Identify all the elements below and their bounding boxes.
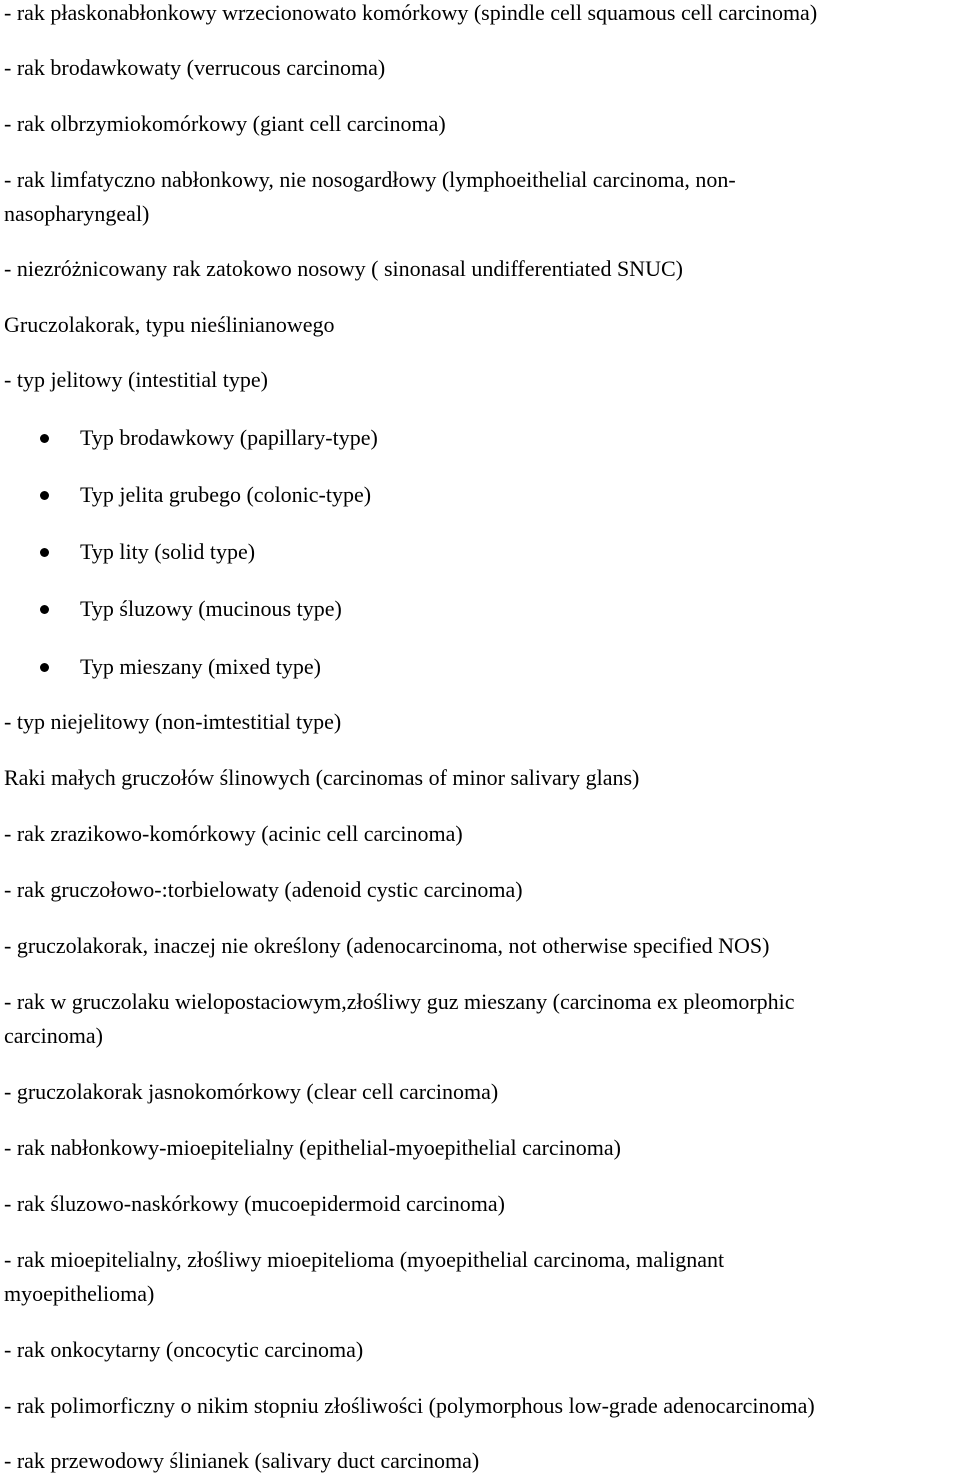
bullet-item: Typ lity (solid type) — [80, 539, 256, 564]
list-line: - rak przewodowy ślinianek (salivary duct carcinoma) — [4, 1448, 480, 1473]
bullet-item: Typ mieszany (mixed type) — [80, 654, 322, 679]
list-line: - niezróżnicowany rak zatokowo nosowy ( sinonasal undifferentiated SNUC) — [4, 256, 683, 281]
list-line: carcinoma) — [4, 1023, 103, 1048]
section-heading: Raki małych gruczołów ślinowych (carcinomas of minor salivary glans) — [4, 765, 640, 790]
list-line: - typ jelitowy (intestitial type) — [4, 367, 268, 392]
list-line: myoepithelioma) — [4, 1281, 155, 1306]
list-line: - rak limfatyczno nabłonkowy, nie nosogardłowy (lymphoeithelial carcinoma, non- — [4, 167, 736, 192]
list-line: - gruczolakorak, inaczej nie określony (adenocarcinoma, not otherwise specified NOS) — [4, 933, 770, 958]
bullet-item: Typ brodawkowy (papillary-type) — [80, 425, 378, 450]
list-line: - typ niejelitowy (non-imtestitial type) — [4, 709, 342, 734]
bullet-icon — [40, 548, 49, 557]
list-line: - rak zrazikowo-komórkowy (acinic cell carcinoma) — [4, 821, 463, 846]
list-line: - rak płaskonabłonkowy wrzecionowato komórkowy (spindle cell squamous cell carcinoma) — [4, 0, 818, 25]
bullet-item: Typ śluzowy (mucinous type) — [80, 596, 342, 621]
list-line: - rak śluzowo-naskórkowy (mucoepidermoid carcinoma) — [4, 1191, 505, 1216]
section-heading: Gruczolakorak, typu nieślinianowego — [4, 312, 335, 337]
bullet-icon — [40, 434, 49, 443]
list-line: nasopharyngeal) — [4, 201, 150, 226]
bullet-icon — [40, 491, 49, 500]
list-line: - rak mioepitelialny, złośliwy mioepitelioma (myoepithelial carcinoma, malignant — [4, 1247, 725, 1272]
list-line: - rak olbrzymiokomórkowy (giant cell carcinoma) — [4, 111, 446, 136]
list-line: - rak gruczołowo-:torbielowaty (adenoid cystic carcinoma) — [4, 877, 523, 902]
list-line: - rak brodawkowaty (verrucous carcinoma) — [4, 55, 386, 80]
bullet-item: Typ jelita grubego (colonic-type) — [80, 482, 372, 507]
list-line: - gruczolakorak jasnokomórkowy (clear cell carcinoma) — [4, 1079, 499, 1104]
bullet-icon — [40, 663, 49, 672]
list-line: - rak nabłonkowy-mioepitelialny (epithelial-myoepithelial carcinoma) — [4, 1135, 621, 1160]
list-line: - rak polimorficzny o nikim stopniu złośliwości (polymorphous low-grade adenocarcinoma) — [4, 1393, 815, 1418]
list-line: - rak onkocytarny (oncocytic carcinoma) — [4, 1337, 364, 1362]
bullet-icon — [40, 605, 49, 614]
list-line: - rak w gruczolaku wielopostaciowym,złośliwy guz mieszany (carcinoma ex pleomorphic — [4, 989, 795, 1014]
